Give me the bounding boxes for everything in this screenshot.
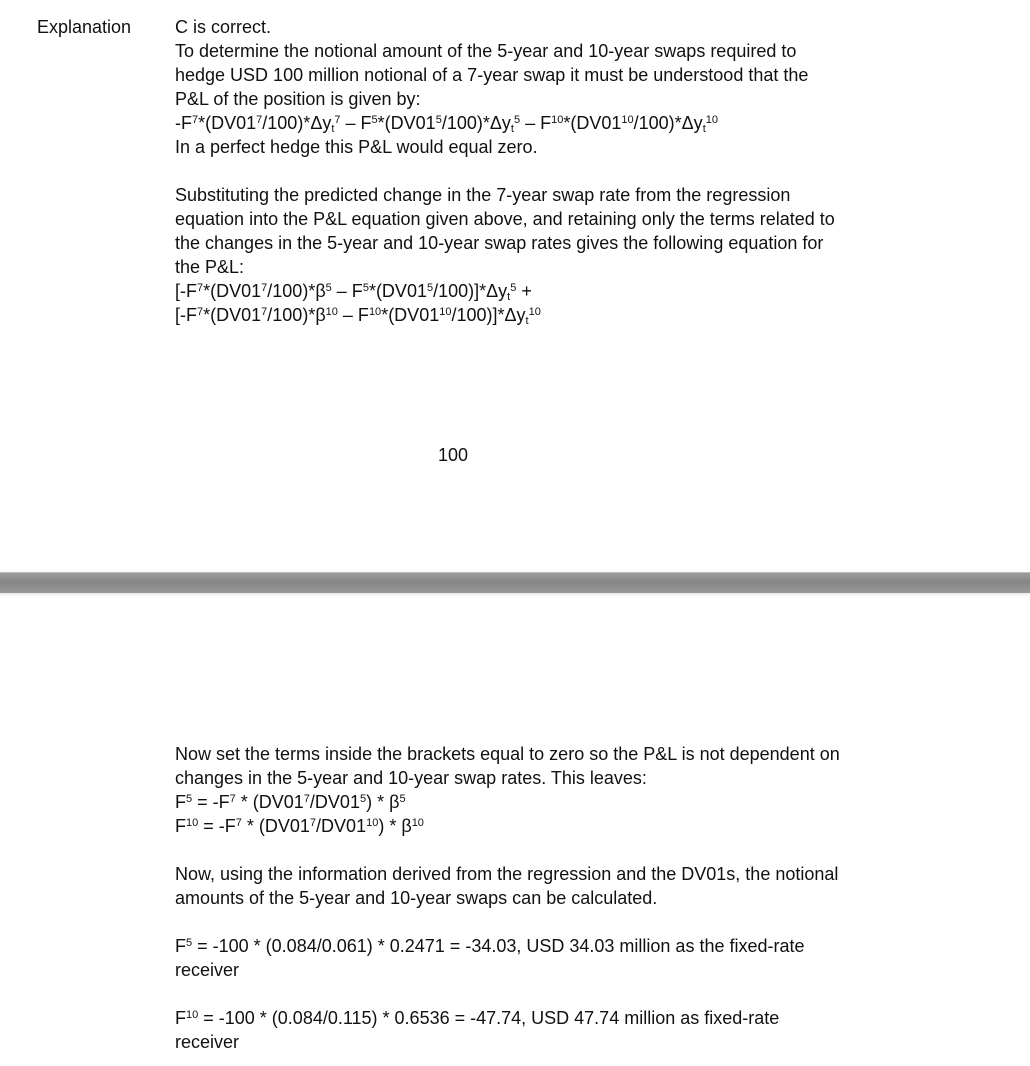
text-line: Substituting the predicted change in the 7-year swap rate from the regression <box>175 185 791 205</box>
page-break-divider <box>0 572 1030 593</box>
explanation-label: Explanation <box>37 17 132 37</box>
text-line: amounts of the 5-year and 10-year swaps can be calculated. <box>175 888 658 908</box>
text-line: the P&L: <box>175 257 245 277</box>
text-line: hedge USD 100 million notional of a 7-year swap it must be understood that the <box>175 65 809 85</box>
text-line: $[-F^7*(DV01^7/100)*\beta^5 - F^5*(DV01^5/100)]*\Delta y_t^5$ + <box>175 281 532 303</box>
text-line: changes in the 5-year and 10-year swap rates. This leaves: <box>175 768 647 788</box>
text-line: $F^5 = -F^7 * (DV01^7/DV01^5) * \beta^5$ <box>175 792 406 812</box>
text-line: To determine the notional amount of the 5-year and 10-year swaps required to <box>175 41 797 61</box>
text-line: $F^{10} = -100 * (0.084/0.115) * 0.6536 = -47.74$, USD 47.74 million as fixed-rate <box>175 1008 780 1028</box>
text-line: Now set the terms inside the brackets equal to zero so the P&L is not dependent on <box>175 744 840 764</box>
text-line: P&L of the position is given by: <box>175 89 421 109</box>
text-line: $[-F^7*(DV01^7/100)*\beta^{10} - F^{10}*(DV01^{10}/100)]*\Delta y_t^{10}$ <box>175 305 541 327</box>
explanation-body-page2 <box>175 742 995 1054</box>
explanation-body-page1 <box>175 15 995 327</box>
text-line: receiver <box>175 960 240 980</box>
text-line: equation into the P&L equation given above, and retaining only the terms related to <box>175 209 835 229</box>
text-line <box>175 838 995 862</box>
text-line: $F^5 = -100 * (0.084/0.061) * 0.2471 = -34.03$, USD 34.03 million as the fixed-rate <box>175 936 805 956</box>
text-line: Now, using the information derived from the regression and the DV01s, the notional <box>175 864 839 884</box>
text-line: the changes in the 5-year and 10-year swap rates gives the following equation for <box>175 233 824 253</box>
page-number: 100 <box>437 445 469 465</box>
text-line: $F^{10} = -F^7 * (DV01^7/DV01^{10}) * \beta^{10}$ <box>175 816 424 836</box>
text-line: receiver <box>175 1032 240 1052</box>
text-line <box>175 910 995 934</box>
text-line: In a perfect hedge this P&L would equal zero. <box>175 137 538 157</box>
text-line <box>175 982 995 1006</box>
text-line: C is correct. <box>175 17 272 37</box>
text-line <box>175 159 995 183</box>
text-line: $-F^7*(DV01^7/100)*\Delta y_t^7 - F^5*(DV01^5/100)*\Delta y_t^5 - F^{10}*(DV01^{10}/100)*\Delta y_t^{10}$ <box>175 113 718 135</box>
